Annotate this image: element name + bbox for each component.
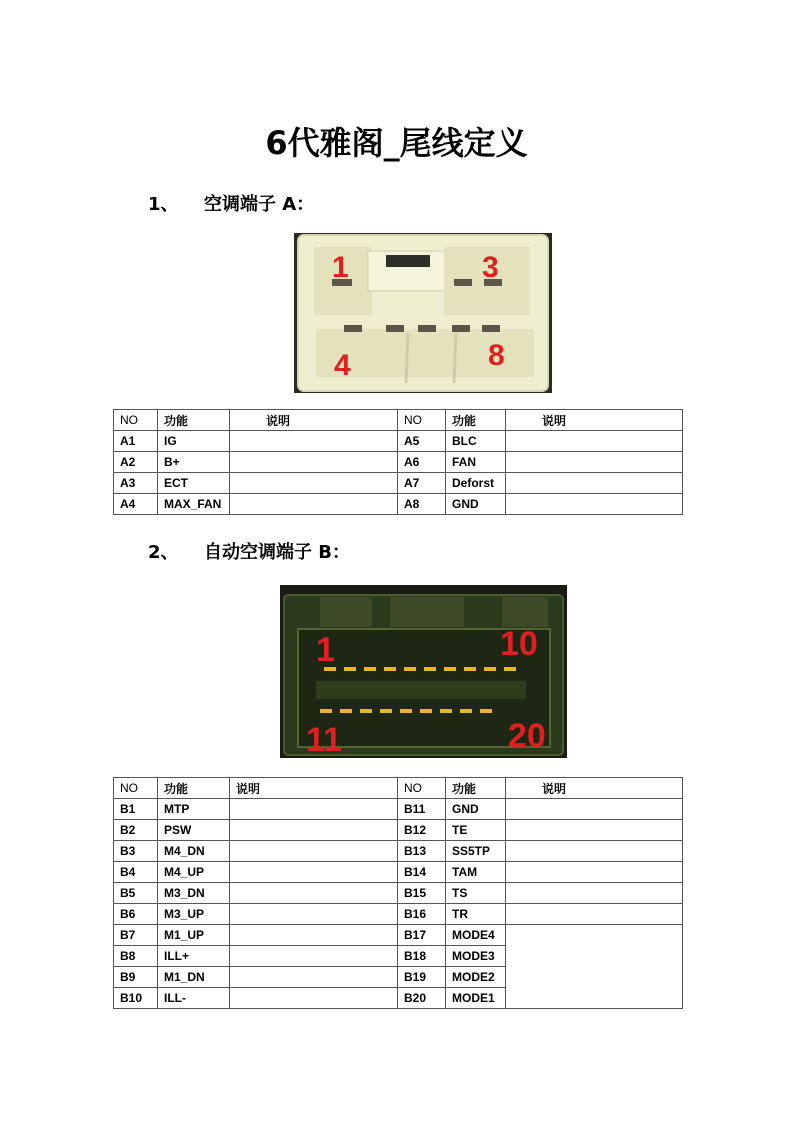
table-cell: A2 (114, 452, 158, 473)
pin-label-1: 1 (316, 631, 335, 669)
table-cell: A1 (114, 431, 158, 452)
table-cell (506, 494, 683, 515)
table-cell: B14 (398, 862, 446, 883)
table-cell: ILL+ (158, 946, 230, 967)
table-cell: TS (446, 883, 506, 904)
table-cell: B17 (398, 925, 446, 946)
table-row (114, 820, 683, 841)
table-cell: B+ (158, 452, 230, 473)
section-heading-a (148, 190, 314, 216)
pin-table-b (113, 777, 683, 1009)
pin-label-20: 20 (508, 717, 546, 755)
header-cell: 功能 (446, 778, 506, 799)
pin-table-a (113, 409, 683, 515)
table-row (114, 841, 683, 862)
table-cell (506, 431, 683, 452)
table-row (114, 473, 683, 494)
pin-terminal (386, 325, 404, 332)
pin-label-10: 10 (500, 625, 538, 663)
table-cell: M1_UP (158, 925, 230, 946)
table-cell: B2 (114, 820, 158, 841)
latch-tab (320, 597, 372, 627)
table-cell: B9 (114, 967, 158, 988)
connector-b-photo (280, 585, 567, 758)
pin-label-1: 1 (332, 251, 349, 284)
table-cell: A5 (398, 431, 446, 452)
table-cell: M4_UP (158, 862, 230, 883)
table-cell: PSW (158, 820, 230, 841)
table-cell: FAN (446, 452, 506, 473)
table-cell (506, 452, 683, 473)
connector-a-photo (294, 233, 552, 393)
table-row (114, 862, 683, 883)
table-cell: SS5TP (446, 841, 506, 862)
table-cell: A7 (398, 473, 446, 494)
table-header-row (114, 778, 683, 799)
table-cell: B4 (114, 862, 158, 883)
rib (454, 333, 456, 383)
table-cell: ECT (158, 473, 230, 494)
table-cell: B11 (398, 799, 446, 820)
table-row (114, 925, 683, 946)
section-number: 1、 (148, 194, 179, 215)
table-cell (506, 862, 683, 883)
table-cell: B1 (114, 799, 158, 820)
latch-tab (502, 597, 548, 627)
table-cell: B20 (398, 988, 446, 1009)
header-cell: NO (398, 410, 446, 431)
section-title: 空调端子 A： (204, 194, 315, 215)
merged-description-cell (506, 925, 683, 1009)
table-cell: MAX_FAN (158, 494, 230, 515)
table-cell: A4 (114, 494, 158, 515)
table-cell: A6 (398, 452, 446, 473)
table-cell (230, 431, 398, 452)
header-cell: 功能 (158, 410, 230, 431)
table-cell: B13 (398, 841, 446, 862)
header-cell: 功能 (446, 410, 506, 431)
table-cell (230, 988, 398, 1009)
table-row (114, 494, 683, 515)
table-cell (506, 473, 683, 494)
header-cell: NO (114, 410, 158, 431)
table-cell (230, 925, 398, 946)
pin-label-11: 11 (306, 721, 342, 758)
table-cell: IG (158, 431, 230, 452)
latch-tab (390, 597, 464, 627)
table-cell: Deforst (446, 473, 506, 494)
table-cell (230, 841, 398, 862)
table-cell: A3 (114, 473, 158, 494)
table-cell: MODE3 (446, 946, 506, 967)
table-cell: MODE4 (446, 925, 506, 946)
table-cell: M1_DN (158, 967, 230, 988)
section-heading-b (148, 538, 350, 564)
pin-label-4: 4 (334, 349, 351, 382)
pin-terminal (452, 325, 470, 332)
table-cell: B5 (114, 883, 158, 904)
table-cell (230, 904, 398, 925)
table-cell: B18 (398, 946, 446, 967)
table-cell (506, 799, 683, 820)
table-cell (230, 862, 398, 883)
table-cell: BLC (446, 431, 506, 452)
section-title: 自动空调端子 B： (204, 542, 350, 563)
table-cell (506, 883, 683, 904)
table-cell: B3 (114, 841, 158, 862)
table-cell: B6 (114, 904, 158, 925)
table-cell (230, 820, 398, 841)
table-cell: M3_UP (158, 904, 230, 925)
table-cell: MODE2 (446, 967, 506, 988)
section-number: 2、 (148, 542, 179, 563)
table-cell: B10 (114, 988, 158, 1009)
pin-terminal (418, 325, 436, 332)
table-row (114, 883, 683, 904)
divider-ridge (316, 681, 526, 699)
pin-terminal (344, 325, 362, 332)
header-cell: NO (398, 778, 446, 799)
table-cell (506, 904, 683, 925)
header-cell: NO (114, 778, 158, 799)
table-cell: TR (446, 904, 506, 925)
pin-terminal (454, 279, 472, 286)
latch-slot (386, 255, 430, 267)
table-row (114, 452, 683, 473)
header-cell: 说明 (506, 778, 683, 799)
document-title: 6代雅阁_尾线定义 (265, 124, 528, 162)
table-cell (230, 946, 398, 967)
pin-label-8: 8 (488, 339, 505, 372)
table-cell: ILL- (158, 988, 230, 1009)
header-cell: 功能 (158, 778, 230, 799)
table-cell (230, 452, 398, 473)
table-cell: TAM (446, 862, 506, 883)
table-cell: B8 (114, 946, 158, 967)
table-cell (230, 967, 398, 988)
table-cell: B19 (398, 967, 446, 988)
table-cell: B12 (398, 820, 446, 841)
table-cell: TE (446, 820, 506, 841)
table-header-row (114, 410, 683, 431)
table-cell: GND (446, 799, 506, 820)
table-cell: GND (446, 494, 506, 515)
table-row (114, 431, 683, 452)
header-cell: 说明 (230, 778, 398, 799)
table-row (114, 904, 683, 925)
table-cell (230, 883, 398, 904)
table-cell: B7 (114, 925, 158, 946)
table-cell: B15 (398, 883, 446, 904)
pin-label-3: 3 (482, 251, 499, 284)
table-cell (230, 799, 398, 820)
table-cell: MODE1 (446, 988, 506, 1009)
table-row (114, 799, 683, 820)
table-cell: M4_DN (158, 841, 230, 862)
table-cell (506, 820, 683, 841)
table-cell (506, 841, 683, 862)
table-cell: A8 (398, 494, 446, 515)
pin-row-bottom (320, 709, 492, 713)
header-cell: 说明 (506, 410, 683, 431)
rib (406, 333, 408, 383)
header-cell: 说明 (230, 410, 398, 431)
table-cell (230, 494, 398, 515)
pin-terminal (482, 325, 500, 332)
table-cell: MTP (158, 799, 230, 820)
table-cell: M3_DN (158, 883, 230, 904)
table-cell: B16 (398, 904, 446, 925)
table-cell (230, 473, 398, 494)
